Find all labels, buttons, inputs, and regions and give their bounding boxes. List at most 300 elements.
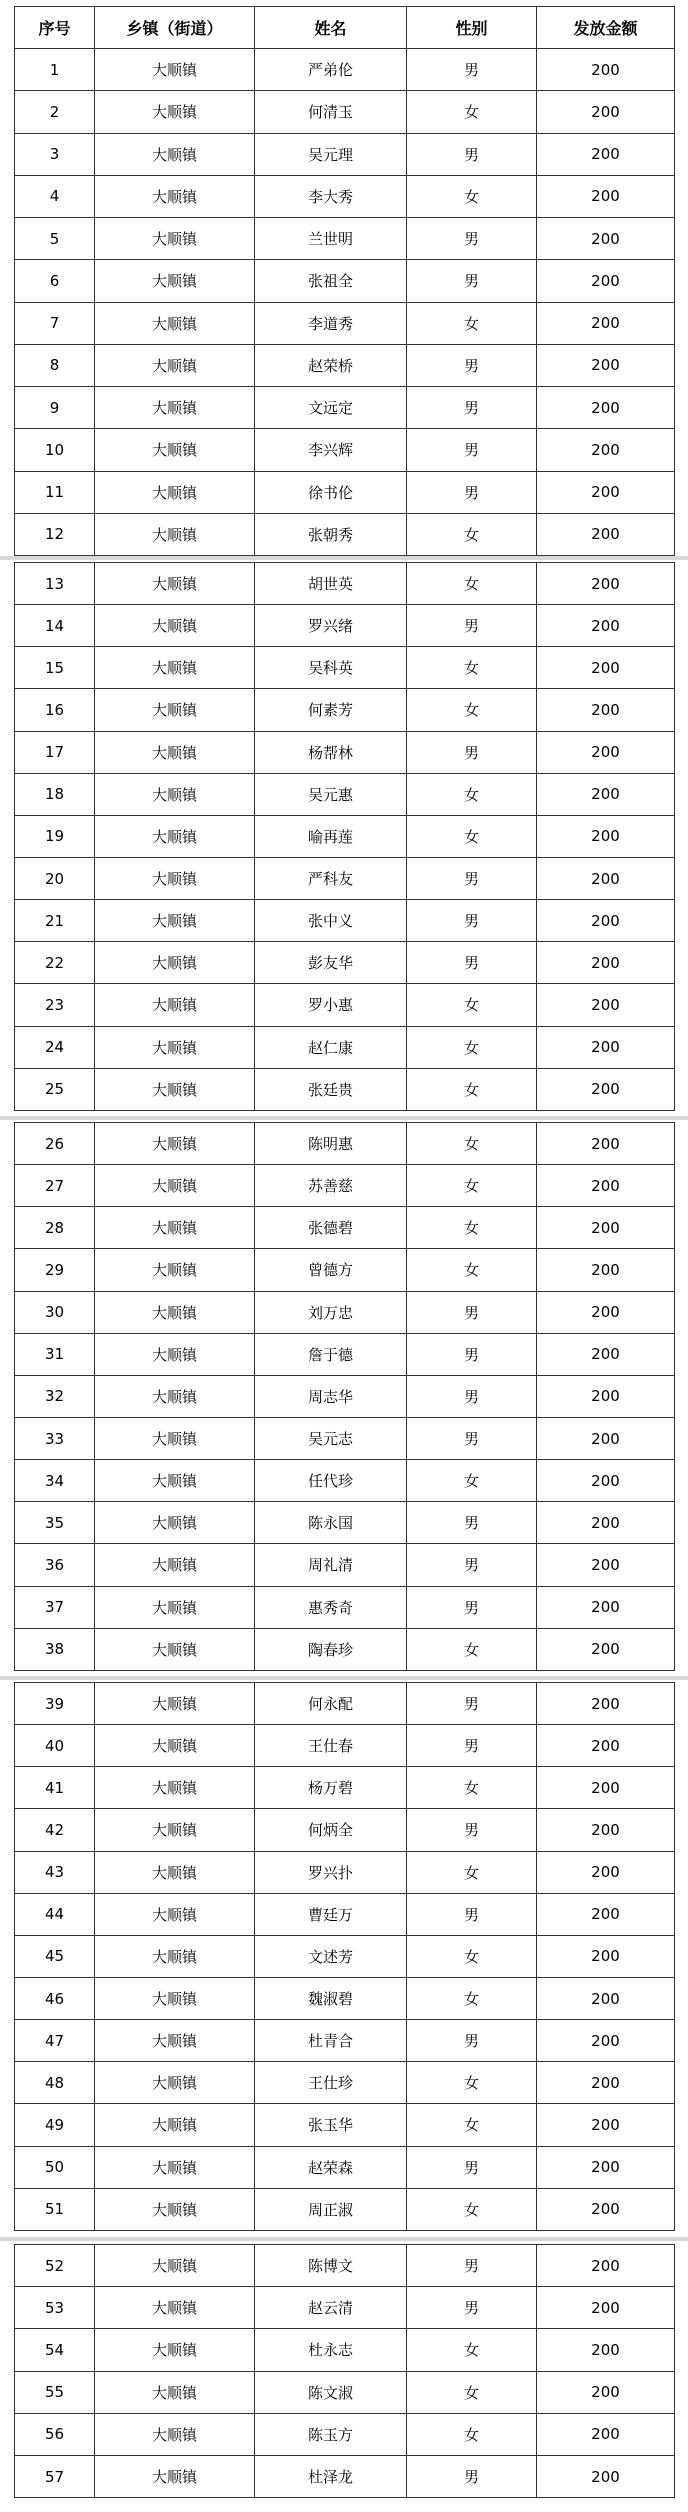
gender-cell: 男 (407, 1809, 537, 1851)
index-cell: 21 (15, 900, 95, 942)
amount-cell: 200 (537, 471, 675, 513)
gender-cell: 男 (407, 942, 537, 984)
index-cell: 38 (15, 1628, 95, 1670)
name-cell: 魏淑碧 (255, 1977, 407, 2019)
index-cell: 36 (15, 1544, 95, 1586)
name-cell: 周正淑 (255, 2188, 407, 2230)
gender-cell: 男 (407, 605, 537, 647)
amount-cell: 200 (537, 49, 675, 91)
table-row (15, 1809, 675, 1851)
name-cell: 徐书伦 (255, 471, 407, 513)
name-cell: 杨万碧 (255, 1767, 407, 1809)
table-row (15, 2371, 675, 2413)
amount-cell: 200 (537, 218, 675, 260)
index-cell: 3 (15, 133, 95, 175)
index-cell: 32 (15, 1375, 95, 1417)
gender-cell: 女 (407, 647, 537, 689)
index-cell: 8 (15, 344, 95, 386)
town-cell: 大顺镇 (95, 1026, 255, 1068)
gender-cell: 男 (407, 49, 537, 91)
table-row (15, 1068, 675, 1110)
gender-cell: 女 (407, 1026, 537, 1068)
town-cell: 大顺镇 (95, 942, 255, 984)
amount-cell: 200 (537, 2371, 675, 2413)
amount-cell: 200 (537, 1683, 675, 1725)
name-cell: 陈玉方 (255, 2413, 407, 2455)
table-row (15, 1417, 675, 1459)
town-cell: 大顺镇 (95, 2188, 255, 2230)
town-cell: 大顺镇 (95, 1123, 255, 1165)
town-cell: 大顺镇 (95, 1628, 255, 1670)
name-cell: 张玉华 (255, 2104, 407, 2146)
page-break-separator (0, 2237, 688, 2241)
data-table-segment (14, 1682, 675, 2231)
name-cell: 罗兴绪 (255, 605, 407, 647)
table-row (15, 218, 675, 260)
town-cell: 大顺镇 (95, 1249, 255, 1291)
amount-cell: 200 (537, 175, 675, 217)
gender-cell: 男 (407, 731, 537, 773)
index-cell: 51 (15, 2188, 95, 2230)
town-cell: 大顺镇 (95, 1165, 255, 1207)
amount-cell: 200 (537, 133, 675, 175)
town-cell: 大顺镇 (95, 1375, 255, 1417)
town-cell: 大顺镇 (95, 260, 255, 302)
name-cell: 严弟伦 (255, 49, 407, 91)
town-cell: 大顺镇 (95, 2104, 255, 2146)
name-cell: 张中义 (255, 900, 407, 942)
gender-cell: 男 (407, 133, 537, 175)
amount-cell: 200 (537, 1502, 675, 1544)
index-cell: 35 (15, 1502, 95, 1544)
town-cell: 大顺镇 (95, 689, 255, 731)
table-row (15, 2104, 675, 2146)
amount-cell: 200 (537, 900, 675, 942)
gender-cell: 男 (407, 1586, 537, 1628)
gender-cell: 女 (407, 91, 537, 133)
gender-cell: 男 (407, 1333, 537, 1375)
table-header-row (15, 7, 675, 49)
amount-cell: 200 (537, 942, 675, 984)
gender-cell: 男 (407, 471, 537, 513)
name-cell: 陈明惠 (255, 1123, 407, 1165)
index-cell: 45 (15, 1935, 95, 1977)
table-row (15, 344, 675, 386)
gender-cell: 男 (407, 2245, 537, 2287)
town-cell: 大顺镇 (95, 175, 255, 217)
town-cell: 大顺镇 (95, 2146, 255, 2188)
gender-cell: 男 (407, 1375, 537, 1417)
amount-cell: 200 (537, 2329, 675, 2371)
index-cell: 42 (15, 1809, 95, 1851)
amount-cell: 200 (537, 605, 675, 647)
table-row (15, 731, 675, 773)
amount-cell: 200 (537, 1333, 675, 1375)
table-row (15, 984, 675, 1026)
name-cell: 喻再莲 (255, 815, 407, 857)
index-cell: 44 (15, 1893, 95, 1935)
index-cell: 23 (15, 984, 95, 1026)
index-cell: 30 (15, 1291, 95, 1333)
name-cell: 吴科英 (255, 647, 407, 689)
name-cell: 赵荣森 (255, 2146, 407, 2188)
name-cell: 严科友 (255, 857, 407, 899)
table-row (15, 773, 675, 815)
amount-cell: 200 (537, 1809, 675, 1851)
name-cell: 张廷贵 (255, 1068, 407, 1110)
table-row (15, 133, 675, 175)
index-cell: 10 (15, 429, 95, 471)
town-cell: 大顺镇 (95, 344, 255, 386)
table-row (15, 1207, 675, 1249)
index-cell: 53 (15, 2287, 95, 2329)
gender-cell: 女 (407, 1123, 537, 1165)
gender-cell: 女 (407, 1249, 537, 1291)
index-cell: 27 (15, 1165, 95, 1207)
table-row (15, 387, 675, 429)
town-cell: 大顺镇 (95, 1767, 255, 1809)
name-cell: 张德碧 (255, 1207, 407, 1249)
index-cell: 1 (15, 49, 95, 91)
table-row (15, 2413, 675, 2455)
index-cell: 46 (15, 1977, 95, 2019)
column-header: 乡镇（街道） (95, 7, 255, 49)
table-row (15, 647, 675, 689)
town-cell: 大顺镇 (95, 1068, 255, 1110)
table-row (15, 302, 675, 344)
gender-cell: 男 (407, 1291, 537, 1333)
town-cell: 大顺镇 (95, 2413, 255, 2455)
town-cell: 大顺镇 (95, 91, 255, 133)
amount-cell: 200 (537, 2287, 675, 2329)
name-cell: 张朝秀 (255, 513, 407, 555)
amount-cell: 200 (537, 387, 675, 429)
town-cell: 大顺镇 (95, 1725, 255, 1767)
data-table-segment (14, 2244, 675, 2498)
table-row (15, 1628, 675, 1670)
name-cell: 杜泽龙 (255, 2455, 407, 2497)
amount-cell: 200 (537, 1977, 675, 2019)
amount-cell: 200 (537, 815, 675, 857)
gender-cell: 男 (407, 857, 537, 899)
gender-cell: 女 (407, 1460, 537, 1502)
name-cell: 兰世明 (255, 218, 407, 260)
index-cell: 4 (15, 175, 95, 217)
amount-cell: 200 (537, 2020, 675, 2062)
amount-cell: 200 (537, 773, 675, 815)
name-cell: 胡世英 (255, 563, 407, 605)
table-row (15, 1935, 675, 1977)
amount-cell: 200 (537, 2104, 675, 2146)
column-header: 姓名 (255, 7, 407, 49)
table-row (15, 471, 675, 513)
gender-cell: 男 (407, 1893, 537, 1935)
table-row (15, 91, 675, 133)
index-cell: 11 (15, 471, 95, 513)
name-cell: 何素芳 (255, 689, 407, 731)
name-cell: 李兴辉 (255, 429, 407, 471)
table-row (15, 1767, 675, 1809)
table-row (15, 815, 675, 857)
index-cell: 40 (15, 1725, 95, 1767)
amount-cell: 200 (537, 1375, 675, 1417)
town-cell: 大顺镇 (95, 1809, 255, 1851)
town-cell: 大顺镇 (95, 1586, 255, 1628)
index-cell: 31 (15, 1333, 95, 1375)
amount-cell: 200 (537, 1249, 675, 1291)
index-cell: 56 (15, 2413, 95, 2455)
index-cell: 49 (15, 2104, 95, 2146)
name-cell: 吴元惠 (255, 773, 407, 815)
index-cell: 7 (15, 302, 95, 344)
table-row (15, 1460, 675, 1502)
town-cell: 大顺镇 (95, 133, 255, 175)
table-row (15, 2287, 675, 2329)
index-cell: 33 (15, 1417, 95, 1459)
gender-cell: 男 (407, 1725, 537, 1767)
amount-cell: 200 (537, 1068, 675, 1110)
name-cell: 罗兴扑 (255, 1851, 407, 1893)
town-cell: 大顺镇 (95, 1460, 255, 1502)
gender-cell: 男 (407, 2287, 537, 2329)
amount-cell: 200 (537, 513, 675, 555)
table-row (15, 1165, 675, 1207)
index-cell: 34 (15, 1460, 95, 1502)
town-cell: 大顺镇 (95, 1333, 255, 1375)
name-cell: 杜青合 (255, 2020, 407, 2062)
gender-cell: 女 (407, 2062, 537, 2104)
gender-cell: 女 (407, 2188, 537, 2230)
town-cell: 大顺镇 (95, 471, 255, 513)
town-cell: 大顺镇 (95, 513, 255, 555)
town-cell: 大顺镇 (95, 1851, 255, 1893)
gender-cell: 女 (407, 1068, 537, 1110)
name-cell: 何永配 (255, 1683, 407, 1725)
table-row (15, 857, 675, 899)
table-row (15, 689, 675, 731)
table-row (15, 900, 675, 942)
index-cell: 6 (15, 260, 95, 302)
name-cell: 詹于德 (255, 1333, 407, 1375)
town-cell: 大顺镇 (95, 429, 255, 471)
gender-cell: 女 (407, 984, 537, 1026)
data-table-segment (14, 6, 675, 556)
town-cell: 大顺镇 (95, 857, 255, 899)
gender-cell: 男 (407, 1502, 537, 1544)
gender-cell: 女 (407, 2329, 537, 2371)
name-cell: 张祖全 (255, 260, 407, 302)
gender-cell: 女 (407, 175, 537, 217)
town-cell: 大顺镇 (95, 1207, 255, 1249)
gender-cell: 男 (407, 900, 537, 942)
data-table-segment (14, 562, 675, 1111)
name-cell: 李大秀 (255, 175, 407, 217)
name-cell: 文远定 (255, 387, 407, 429)
gender-cell: 女 (407, 1165, 537, 1207)
index-cell: 57 (15, 2455, 95, 2497)
table-row (15, 1544, 675, 1586)
data-table-segment (14, 1122, 675, 1671)
index-cell: 18 (15, 773, 95, 815)
table-row (15, 1375, 675, 1417)
amount-cell: 200 (537, 2413, 675, 2455)
amount-cell: 200 (537, 1935, 675, 1977)
amount-cell: 200 (537, 1725, 675, 1767)
name-cell: 李道秀 (255, 302, 407, 344)
table-row (15, 2455, 675, 2497)
table-row (15, 1851, 675, 1893)
amount-cell: 200 (537, 2146, 675, 2188)
index-cell: 5 (15, 218, 95, 260)
gender-cell: 男 (407, 1417, 537, 1459)
gender-cell: 男 (407, 2455, 537, 2497)
name-cell: 苏善慈 (255, 1165, 407, 1207)
table-row (15, 563, 675, 605)
town-cell: 大顺镇 (95, 1683, 255, 1725)
amount-cell: 200 (537, 1893, 675, 1935)
index-cell: 19 (15, 815, 95, 857)
index-cell: 43 (15, 1851, 95, 1893)
town-cell: 大顺镇 (95, 2455, 255, 2497)
town-cell: 大顺镇 (95, 1417, 255, 1459)
index-cell: 26 (15, 1123, 95, 1165)
amount-cell: 200 (537, 1544, 675, 1586)
town-cell: 大顺镇 (95, 2287, 255, 2329)
gender-cell: 男 (407, 429, 537, 471)
page-break-separator (0, 1676, 688, 1680)
index-cell: 54 (15, 2329, 95, 2371)
index-cell: 13 (15, 563, 95, 605)
town-cell: 大顺镇 (95, 387, 255, 429)
gender-cell: 男 (407, 1683, 537, 1725)
name-cell: 赵荣桥 (255, 344, 407, 386)
amount-cell: 200 (537, 1628, 675, 1670)
town-cell: 大顺镇 (95, 218, 255, 260)
column-header: 性别 (407, 7, 537, 49)
name-cell: 陈永国 (255, 1502, 407, 1544)
name-cell: 杨帮林 (255, 731, 407, 773)
name-cell: 吴元理 (255, 133, 407, 175)
amount-cell: 200 (537, 1586, 675, 1628)
table-row (15, 1026, 675, 1068)
amount-cell: 200 (537, 647, 675, 689)
amount-cell: 200 (537, 1123, 675, 1165)
index-cell: 17 (15, 731, 95, 773)
amount-cell: 200 (537, 984, 675, 1026)
town-cell: 大顺镇 (95, 2329, 255, 2371)
gender-cell: 男 (407, 2146, 537, 2188)
gender-cell: 女 (407, 1977, 537, 2019)
town-cell: 大顺镇 (95, 900, 255, 942)
town-cell: 大顺镇 (95, 1502, 255, 1544)
gender-cell: 女 (407, 1628, 537, 1670)
town-cell: 大顺镇 (95, 2245, 255, 2287)
amount-cell: 200 (537, 91, 675, 133)
amount-cell: 200 (537, 1291, 675, 1333)
gender-cell: 男 (407, 2020, 537, 2062)
name-cell: 罗小惠 (255, 984, 407, 1026)
table-row (15, 175, 675, 217)
name-cell: 杜永志 (255, 2329, 407, 2371)
table-row (15, 1333, 675, 1375)
table-row (15, 2020, 675, 2062)
town-cell: 大顺镇 (95, 1544, 255, 1586)
name-cell: 惠秀奇 (255, 1586, 407, 1628)
name-cell: 任代珍 (255, 1460, 407, 1502)
index-cell: 24 (15, 1026, 95, 1068)
town-cell: 大顺镇 (95, 1893, 255, 1935)
gender-cell: 男 (407, 387, 537, 429)
gender-cell: 女 (407, 2371, 537, 2413)
table-row (15, 1123, 675, 1165)
amount-cell: 200 (537, 1417, 675, 1459)
table-row (15, 1291, 675, 1333)
table-row (15, 942, 675, 984)
name-cell: 彭友华 (255, 942, 407, 984)
name-cell: 何清玉 (255, 91, 407, 133)
index-cell: 20 (15, 857, 95, 899)
gender-cell: 女 (407, 815, 537, 857)
name-cell: 陶春珍 (255, 1628, 407, 1670)
index-cell: 16 (15, 689, 95, 731)
gender-cell: 女 (407, 1207, 537, 1249)
index-cell: 39 (15, 1683, 95, 1725)
index-cell: 25 (15, 1068, 95, 1110)
gender-cell: 女 (407, 689, 537, 731)
name-cell: 周志华 (255, 1375, 407, 1417)
gender-cell: 女 (407, 302, 537, 344)
town-cell: 大顺镇 (95, 1291, 255, 1333)
amount-cell: 200 (537, 1165, 675, 1207)
gender-cell: 女 (407, 563, 537, 605)
gender-cell: 男 (407, 344, 537, 386)
table-row (15, 49, 675, 91)
town-cell: 大顺镇 (95, 731, 255, 773)
town-cell: 大顺镇 (95, 302, 255, 344)
amount-cell: 200 (537, 2245, 675, 2287)
index-cell: 28 (15, 1207, 95, 1249)
name-cell: 赵仁康 (255, 1026, 407, 1068)
amount-cell: 200 (537, 1851, 675, 1893)
table-row (15, 2245, 675, 2287)
index-cell: 48 (15, 2062, 95, 2104)
name-cell: 王仕春 (255, 1725, 407, 1767)
name-cell: 吴元志 (255, 1417, 407, 1459)
amount-cell: 200 (537, 563, 675, 605)
table-row (15, 429, 675, 471)
town-cell: 大顺镇 (95, 563, 255, 605)
gender-cell: 女 (407, 1767, 537, 1809)
town-cell: 大顺镇 (95, 2371, 255, 2413)
town-cell: 大顺镇 (95, 2062, 255, 2104)
index-cell: 37 (15, 1586, 95, 1628)
table-row (15, 2329, 675, 2371)
town-cell: 大顺镇 (95, 984, 255, 1026)
page-break-separator (0, 556, 688, 560)
name-cell: 文述芳 (255, 1935, 407, 1977)
table-row (15, 2188, 675, 2230)
table-row (15, 1249, 675, 1291)
table-row (15, 1683, 675, 1725)
amount-cell: 200 (537, 1767, 675, 1809)
town-cell: 大顺镇 (95, 605, 255, 647)
amount-cell: 200 (537, 302, 675, 344)
name-cell: 何炳全 (255, 1809, 407, 1851)
gender-cell: 男 (407, 1544, 537, 1586)
table-row (15, 1893, 675, 1935)
table-row (15, 1725, 675, 1767)
town-cell: 大顺镇 (95, 647, 255, 689)
